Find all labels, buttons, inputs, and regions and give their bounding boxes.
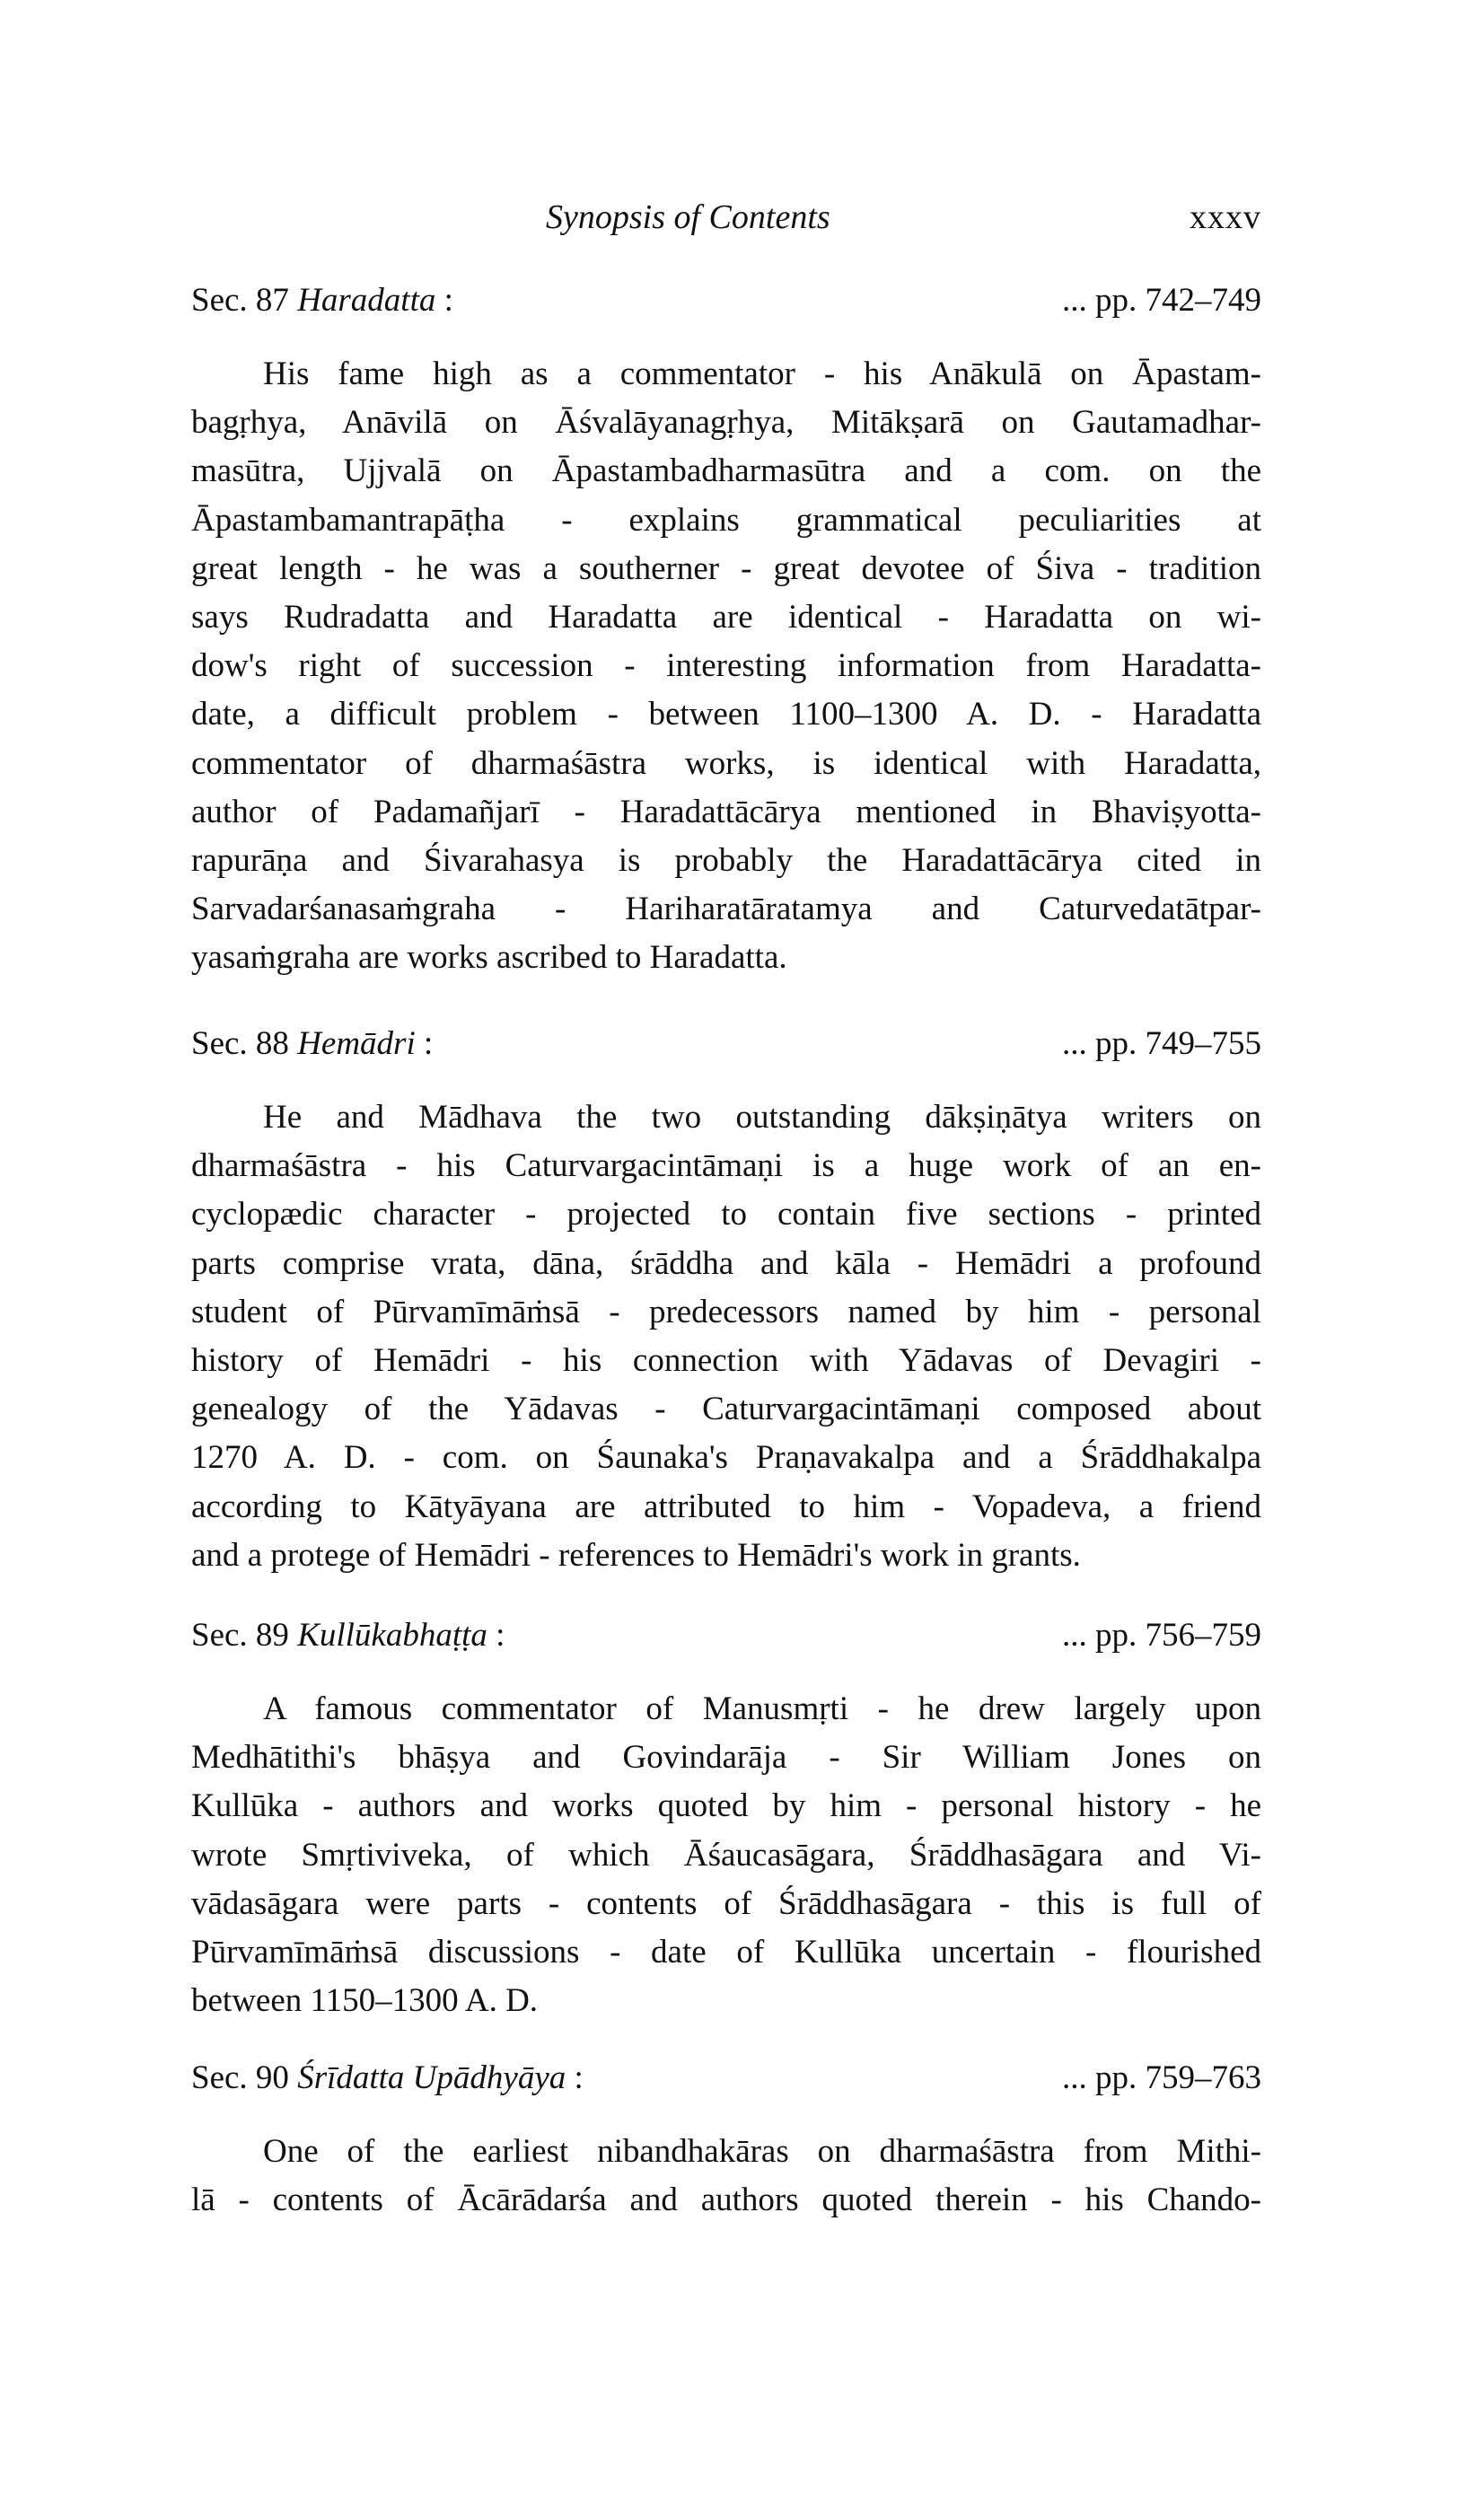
text-line: 1270 A. D. - com. on Śaunaka's Praṇavakalpa and a Śrāddhakalpa <box>191 1439 1261 1477</box>
text-line: according to Kātyāyana are attributed to him - Vopadeva, a friend <box>191 1488 1261 1525</box>
section-90 <box>191 2054 1261 2225</box>
section-87 <box>191 277 1261 982</box>
section-colon: : <box>443 282 453 319</box>
section-title: Hemādri <box>297 1025 416 1062</box>
text-line: Pūrvamīmāṁsā discussions - date of Kullūka uncertain - flourished <box>191 1933 1261 1971</box>
text-line: masūtra, Ujjvalā on Āpastambadharmasūtra and a com. on the <box>191 452 1261 490</box>
text-line: cyclopædic character - projected to contain five sections - printed <box>191 1196 1261 1233</box>
text-line: parts comprise vrata, dāna, śrāddha and kāla - Hemādri a profound <box>191 1244 1261 1282</box>
text-line: Sarvadarśanasaṁgraha - Hariharatāratamya and Caturvedatātpar- <box>191 891 1261 928</box>
text-line: vādasāgara were parts - contents of Śrāddhasāgara - this is full of <box>191 1884 1261 1922</box>
text-line: He and Mādhava the two outstanding dākṣiṇātya writers on <box>263 1099 1261 1136</box>
text-line: great length - he was a southerner - great devotee of Śiva - tradition <box>191 549 1261 587</box>
page-range: ... pp. 742–749 <box>1062 282 1261 319</box>
text-line: Medhātithi's bhāṣya and Govindarāja - Sir William Jones on <box>191 1739 1261 1777</box>
section-heading <box>191 1611 1261 1660</box>
text-line: rapurāṇa and Śivarahasya is probably the Haradattācārya cited in <box>191 841 1261 879</box>
text-line: lā - contents of Ācārādarśa and authors quoted therein - his Chando- <box>191 2182 1261 2219</box>
section-number: Sec. 90 <box>191 2059 289 2096</box>
section-colon: : <box>423 1025 434 1062</box>
text-line: student of Pūrvamīmāṁsā - predecessors named by him - personal <box>191 1293 1261 1330</box>
section-number: Sec. 88 <box>191 1025 289 1062</box>
text-line: A famous commentator of Manusmṛti - he drew largely upon <box>263 1690 1261 1727</box>
page-range: ... pp. 749–755 <box>1062 1025 1261 1062</box>
section-heading <box>191 1020 1261 1068</box>
page-number: xxxv <box>1190 198 1261 236</box>
section-colon: : <box>496 1617 505 1654</box>
text-line: says Rudradatta and Haradatta are identical - Haradatta on wi- <box>191 598 1261 636</box>
section-89 <box>191 1611 1261 2025</box>
text-line: and a protege of Hemādri - references to Hemādri's work in grants. <box>191 1536 1081 1574</box>
section-summary <box>191 350 1261 982</box>
section-label <box>191 1617 505 1654</box>
section-summary <box>191 2128 1261 2225</box>
section-colon: : <box>574 2059 584 2096</box>
text-line: commentator of dharmaśāstra works, is identical with Haradatta, <box>191 744 1261 782</box>
section-heading <box>191 277 1261 325</box>
section-title: Śrīdatta Upādhyāya <box>297 2059 566 2096</box>
text-line: yasaṁgraha are works ascribed to Haradatta. <box>191 939 787 977</box>
section-summary <box>191 1093 1261 1580</box>
running-header <box>191 198 1261 242</box>
text-line: bagṛhya, Anāvilā on Āśvalāyanagṛhya, Mitākṣarā on Gautamadhar- <box>191 404 1261 442</box>
section-heading <box>191 2054 1261 2103</box>
text-line: His fame high as a commentator - his Anākulā on Āpastam- <box>263 356 1261 392</box>
text-line: One of the earliest nibandhakāras on dharmaśāstra from Mithi- <box>263 2133 1261 2170</box>
section-title: Kullūkabhaṭṭa <box>297 1617 487 1654</box>
section-number: Sec. 89 <box>191 1617 289 1654</box>
section-summary <box>191 1685 1261 2025</box>
page-range: ... pp. 756–759 <box>1062 1617 1261 1654</box>
text-line: wrote Smṛtiviveka, of which Āśaucasāgara, Śrāddhasāgara and Vi- <box>191 1836 1261 1874</box>
text-line: date, a difficult problem - between 1100–1300 A. D. - Haradatta <box>191 696 1261 733</box>
section-number: Sec. 87 <box>191 282 289 319</box>
text-line: history of Hemādri - his connection with Yādavas of Devagiri - <box>191 1341 1261 1379</box>
running-title: Synopsis of Contents <box>546 198 830 236</box>
section-label <box>191 282 453 319</box>
section-label <box>191 2059 584 2096</box>
section-label <box>191 1025 433 1062</box>
text-line: dow's right of succession - interesting information from Haradatta- <box>191 647 1261 685</box>
page-range: ... pp. 759–763 <box>1062 2059 1261 2096</box>
text-line: author of Padamañjarī - Haradattācārya mentioned in Bhaviṣyotta- <box>191 793 1261 830</box>
text-line: Āpastambamantrapāṭha - explains grammatical peculiarities at <box>191 501 1261 539</box>
text-line: Kullūka - authors and works quoted by him - personal history - he <box>191 1787 1261 1825</box>
text-line: dharmaśāstra - his Caturvargacintāmaṇi is a huge work of an en- <box>191 1147 1261 1185</box>
section-title: Haradatta <box>297 282 436 319</box>
text-line: between 1150–1300 A. D. <box>191 1982 539 2020</box>
section-88 <box>191 1020 1261 1580</box>
text-line: genealogy of the Yādavas - Caturvargacintāmaṇi composed about <box>191 1391 1261 1428</box>
